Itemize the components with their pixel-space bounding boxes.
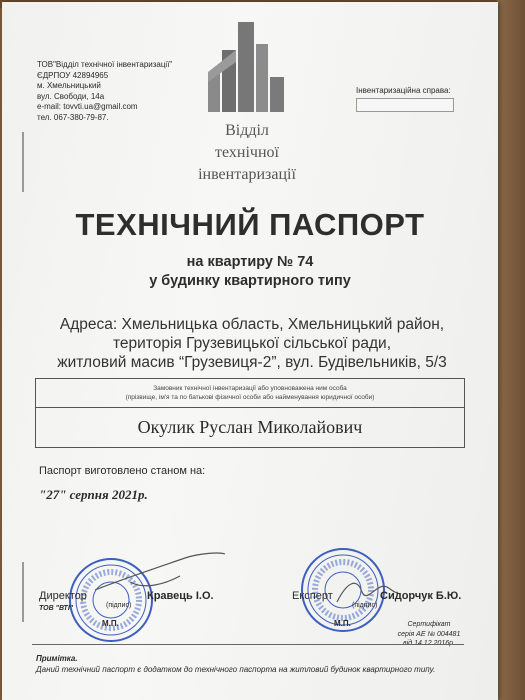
address-line: житловий масив “Грузевиця-2”, вул. Будівельників, 5/3 (57, 354, 447, 371)
customer-name: Окулик Руслан Миколайович (137, 417, 363, 437)
document-title: ТЕХНІЧНИЙ ПАСПОРТ (75, 207, 425, 242)
company-short-name: ТОВ "ВТІ" (39, 605, 74, 612)
company-line: м. Хмельницький (37, 81, 101, 90)
certificate-line: серія АЕ № 004481 (397, 630, 461, 638)
staple-mark (22, 132, 24, 192)
inventory-label: Інвентаризаційна справа: (356, 86, 451, 95)
address-line: Адреса: Хмельницька область, Хмельницький район, (59, 316, 445, 333)
director-sign-caption: (підпис) (106, 602, 132, 609)
certificate-line: Сертифікат (407, 621, 451, 628)
logo-text-line: Відділ (225, 122, 269, 139)
address-block (32, 315, 472, 372)
expert-label: Експерт (292, 590, 333, 602)
document-subtitle: у будинку квартирного типу (149, 273, 351, 289)
company-line: e-mail: tovvti.ua@gmail.com (37, 102, 138, 111)
note-text: Даний технічний паспорт є додатком до технічного паспорта на житловий будинок квартирного типу. (36, 665, 436, 674)
note-title: Примітка. (36, 654, 78, 663)
address-line: територія Грузевицької сільської ради, (112, 335, 392, 352)
stamp-place-label: М.П. (334, 619, 351, 628)
inventory-field (356, 98, 454, 112)
company-line: тел. 067-380-79-87. (37, 112, 109, 122)
customer-caption-line: Замовник технічної інвентаризації або уповноважена ним особа (153, 385, 347, 392)
company-line: вул. Свободи, 14а (37, 91, 105, 101)
certificate-line: від 14.12.2016р. (403, 640, 455, 647)
passport-date-label: Паспорт виготовлено станом на: (39, 465, 206, 477)
company-line: ЄДРПОУ 42894965 (37, 70, 109, 80)
expert-sign-caption: (підпис) (352, 602, 378, 609)
director-label: Директор (39, 590, 87, 602)
customer-caption-line: (прізвище, ім'я та по батькові фізичної особи або найменування юридичної особи) (125, 393, 375, 401)
divider (32, 644, 464, 645)
passport-date: "27" серпня 2021р. (39, 487, 148, 502)
buildings-logo-icon (202, 22, 292, 114)
customer-box (35, 378, 465, 448)
director-name: Кравець І.О. (147, 590, 214, 602)
stamp-place-label: М.П. (102, 619, 119, 628)
department-name (162, 120, 332, 186)
customer-caption (36, 385, 464, 402)
document-subtitle: на квартиру № 74 (186, 254, 314, 270)
logo-text-line: технічної (215, 144, 279, 161)
staple-mark (22, 562, 24, 622)
company-line: ТОВ"Відділ технічної інвентаризації" (37, 60, 173, 69)
company-info (37, 60, 172, 123)
logo-text-line: інвентаризації (198, 166, 296, 183)
expert-name: Сидорчук Б.Ю. (380, 590, 462, 602)
table-edge (497, 0, 525, 700)
divider (36, 407, 464, 408)
document-page (2, 2, 498, 700)
